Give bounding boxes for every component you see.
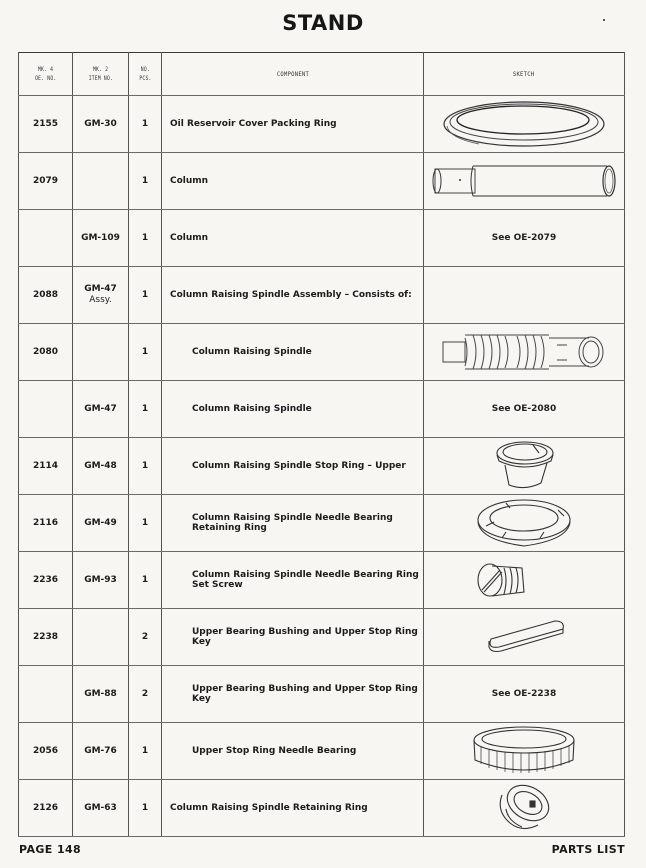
piece-count: 1 <box>129 438 162 495</box>
oe-number: 2056 <box>19 723 73 780</box>
oe-number: 2238 <box>19 609 73 666</box>
key-icon <box>479 617 569 657</box>
header-sketch: SKETCH <box>424 53 625 96</box>
needle-bearing-icon <box>469 724 579 778</box>
mk2-item-number: GM-76 <box>73 723 129 780</box>
piece-count: 1 <box>129 381 162 438</box>
spindle-icon <box>439 330 609 374</box>
see-reference: See OE-2080 <box>491 404 557 414</box>
page-number: PAGE 148 <box>19 843 82 856</box>
header-mk4-oe-no: MK. 4 OE. NO. <box>23 53 69 96</box>
mk2-item-number <box>73 153 129 210</box>
piece-count: 1 <box>129 267 162 324</box>
table-row <box>19 780 625 837</box>
header-mk2-item-no: MK. 2 ITEM NO. <box>77 53 125 96</box>
piece-count: 1 <box>129 96 162 153</box>
piece-count: 1 <box>129 153 162 210</box>
oe-number: 2126 <box>19 780 73 837</box>
piece-count: 1 <box>129 723 162 780</box>
table-row <box>19 96 625 153</box>
sketch-cell <box>424 666 625 723</box>
see-reference: See OE-2079 <box>491 233 557 243</box>
table-row <box>19 210 625 267</box>
component-name: Column Raising Spindle Needle Bearing Ring Set Screw <box>162 552 424 609</box>
mk2-item-number: GM-30 <box>73 96 129 153</box>
oe-number: 2079 <box>19 153 73 210</box>
table-header-row <box>19 53 625 96</box>
sketch-cell <box>424 780 625 837</box>
component-name: Column Raising Spindle <box>162 324 424 381</box>
packing-ring-icon <box>439 98 609 150</box>
component-name: Column <box>162 153 424 210</box>
sketch-cell <box>424 267 625 324</box>
component-name: Column Raising Spindle Assembly – Consists of: <box>162 267 424 324</box>
sketch-cell <box>424 324 625 381</box>
oe-number <box>19 381 73 438</box>
table-row <box>19 552 625 609</box>
sketch-cell <box>424 96 625 153</box>
piece-count: 1 <box>129 495 162 552</box>
mk2-item-number: GM-49 <box>73 495 129 552</box>
component-name: Upper Bearing Bushing and Upper Stop Ring Key <box>162 666 424 723</box>
mk2-item-number: GM-48 <box>73 438 129 495</box>
component-name: Column Raising Spindle <box>162 381 424 438</box>
sketch-cell <box>424 609 625 666</box>
piece-count: 1 <box>129 780 162 837</box>
set-screw-icon <box>474 556 534 604</box>
sketch-cell <box>424 495 625 552</box>
stop-ring-icon <box>489 439 559 493</box>
column-icon <box>429 161 619 201</box>
mk2-item-number: GM-88 <box>73 666 129 723</box>
piece-count: 2 <box>129 666 162 723</box>
header-component: COMPONENT <box>162 53 424 96</box>
piece-count: 1 <box>129 324 162 381</box>
sketch-cell <box>424 381 625 438</box>
component-name: Column Raising Spindle Retaining Ring <box>162 780 424 837</box>
mk2-item-number: GM-47 Assy. <box>73 267 129 324</box>
oe-number: 2080 <box>19 324 73 381</box>
oe-number <box>19 666 73 723</box>
table-row <box>19 324 625 381</box>
oe-number: 2088 <box>19 267 73 324</box>
mk2-item-number <box>73 324 129 381</box>
oe-number <box>19 210 73 267</box>
sketch-cell <box>424 723 625 780</box>
table-row <box>19 666 625 723</box>
mk2-item-number <box>73 609 129 666</box>
mk2-item-number: GM-47 <box>73 381 129 438</box>
see-reference: See OE-2238 <box>491 689 557 699</box>
component-name: Column Raising Spindle Stop Ring – Upper <box>162 438 424 495</box>
mk2-item-number: GM-109 <box>73 210 129 267</box>
table-row <box>19 267 625 324</box>
component-name: Column Raising Spindle Needle Bearing Retaining Ring <box>162 495 424 552</box>
piece-count: 2 <box>129 609 162 666</box>
table-row <box>19 153 625 210</box>
sketch-cell <box>424 153 625 210</box>
oe-number: 2114 <box>19 438 73 495</box>
header-no-pcs: NO. PCS. <box>131 53 159 96</box>
table-row <box>19 438 625 495</box>
section-label: PARTS LIST <box>551 843 625 856</box>
oe-number: 2236 <box>19 552 73 609</box>
scan-speck <box>603 19 605 21</box>
spindle-retaining-ring-icon <box>492 781 556 835</box>
component-name: Upper Stop Ring Needle Bearing <box>162 723 424 780</box>
retaining-ring-icon <box>474 496 574 550</box>
component-name: Upper Bearing Bushing and Upper Stop Ring Key <box>162 609 424 666</box>
oe-number: 2155 <box>19 96 73 153</box>
component-name: Oil Reservoir Cover Packing Ring <box>162 96 424 153</box>
mk2-item-number: GM-93 <box>73 552 129 609</box>
sketch-cell <box>424 438 625 495</box>
sketch-cell <box>424 210 625 267</box>
parts-table <box>18 52 625 837</box>
table-row <box>19 609 625 666</box>
piece-count: 1 <box>129 210 162 267</box>
component-name: Column <box>162 210 424 267</box>
mk2-item-number: GM-63 <box>73 780 129 837</box>
piece-count: 1 <box>129 552 162 609</box>
table-row <box>19 381 625 438</box>
table-row <box>19 723 625 780</box>
oe-number: 2116 <box>19 495 73 552</box>
page-title: STAND <box>282 11 364 35</box>
sketch-cell <box>424 552 625 609</box>
table-row <box>19 495 625 552</box>
